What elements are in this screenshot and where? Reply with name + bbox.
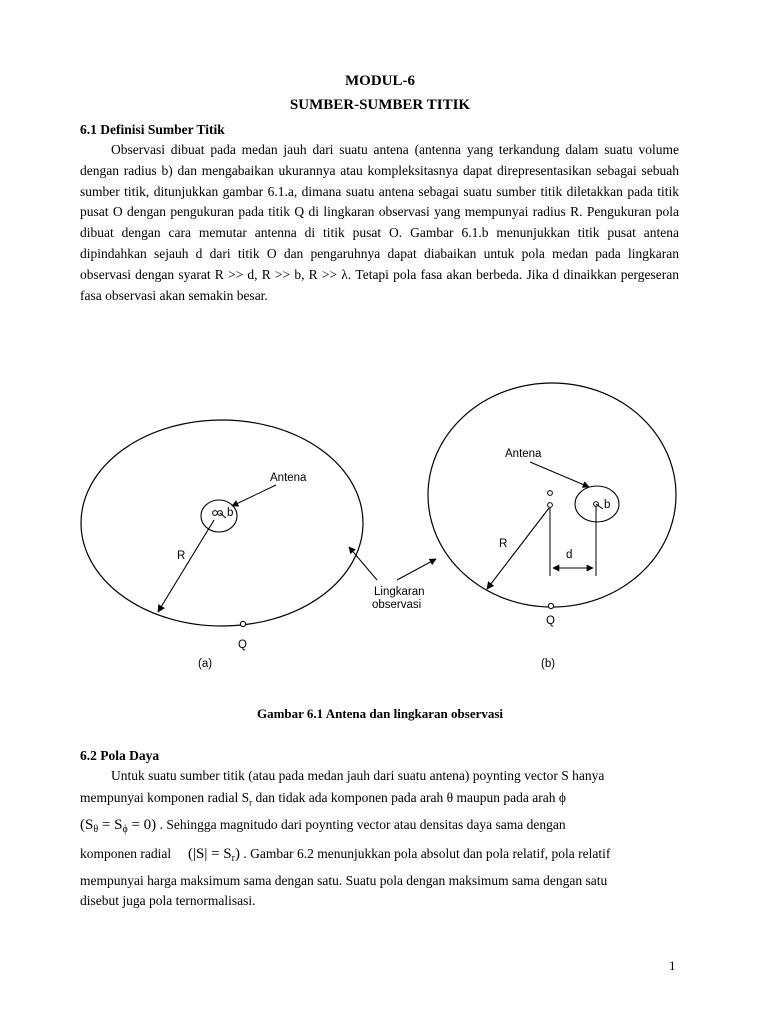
eq1-sub-theta: θ (93, 824, 99, 835)
center-point-O-b (548, 491, 553, 496)
antenna-label-a: Antena (270, 472, 307, 484)
eq1-part-a: (S (80, 817, 94, 833)
figure-caption: Gambar 6.1 Antena dan lingkaran observasi (256, 706, 504, 721)
R-label-a: R (177, 550, 186, 562)
eq2-part-b: ) (234, 846, 240, 862)
point-Q-b (548, 603, 553, 608)
line-2-sub: r (249, 797, 253, 808)
section-2-line-3 (80, 813, 679, 842)
center-point-a (213, 511, 218, 516)
equation-1 (80, 817, 156, 833)
diagram-a (81, 420, 363, 670)
line-2-text-b: dan tidak ada komponen pada arah θ maupun pada arah ϕ (252, 790, 566, 805)
obs-arrow-right (397, 559, 436, 580)
observation-label-line2: observasi (372, 599, 422, 611)
section-1-heading: 6.1 Definisi Sumber Titik (80, 122, 225, 137)
eq1-part-b: = S (98, 817, 123, 833)
antenna-arrow-a (232, 485, 276, 506)
center-point-b (548, 503, 553, 508)
R-arrow-b (487, 508, 549, 589)
section-1-text: Observasi dibuat pada medan jauh dari suatu antena (antenna yang terkandung dalam suatu volume dengan radius b) dan mengabaikan ukurannya atau kompleksitasnya dapat direpresentasikan sebagai sebuah sumber titik, ditunjukkan gambar 6.1.a, dimana suatu antena sebagai suatu sumber titik diletakkan pada titik pusat O dengan pengukuran pada titik Q di lingkaran observasi yang mempunyai radius R. Pengukuran pola dibuat dengan cara memutar antenna di titik pusat O. Gambar 6.1.b menunjukkan titik pusat antena dipindahkan sejauh d dari titik O dan pengaruhnya dapat diabaikan untuk pola medan pada lingkaran observasi dengan syarat R >> d, R >> b, R >> λ. Tetapi pola fasa akan berbeda. Jika d dinaikkan pergeseran fasa observasi akan semakin besar. (80, 142, 679, 303)
line-3-text: . Sehingga magnitudo dari poynting vector atau densitas daya sama dengan (159, 817, 566, 832)
module-subtitle: SUMBER-SUMBER TITIK (289, 97, 471, 113)
section-2-line-4 (80, 842, 679, 871)
point-Q-a (240, 621, 245, 626)
line-2-text-a: mempunyai komponen radial S (80, 790, 250, 805)
line-4-text-a: komponen radial (80, 846, 172, 861)
antenna-label-b: Antena (505, 448, 542, 460)
eq2-part-a: (|S| = S (187, 846, 232, 862)
section-2-line-6: disebut juga pola ternormalisasi. (80, 893, 256, 908)
R-arrow-a (158, 520, 214, 612)
Q-label-b: Q (546, 615, 555, 627)
b-label-b: b (604, 499, 611, 511)
section-1-paragraph (80, 140, 679, 306)
eq1-part-c: = 0) (127, 817, 157, 833)
module-title: MODUL-6 (345, 73, 415, 89)
section-2-line-5: mempunyai harga maksimum sama dengan satu. Suatu pola dengan maksimum sama dengan satu (80, 873, 608, 888)
eq2-sub-r: r (231, 853, 235, 864)
section-2-line-1: Untuk suatu sumber titik (atau pada medan jauh dari suatu antena) poynting vector S hanya (111, 768, 605, 783)
sub-label-a: (a) (198, 658, 213, 670)
sub-label-b: (b) (541, 658, 556, 670)
diagram-b (428, 383, 676, 670)
eq1-sub-phi: ϕ (122, 824, 128, 835)
antenna-arrow-b (530, 462, 589, 487)
equation-2 (188, 846, 240, 862)
observation-circle-a (81, 420, 363, 626)
figure-antenna-observation (0, 380, 768, 690)
page-number: 1 (669, 958, 676, 973)
section-2-heading: 6.2 Pola Daya (80, 748, 160, 763)
R-label-b: R (499, 538, 508, 550)
Q-label-a: Q (238, 639, 247, 651)
observation-label-line1: Lingkaran (374, 586, 425, 598)
line-4-text-b: . Gambar 6.2 menunjukkan pola absolut dan pola relatif, pola relatif (243, 846, 611, 861)
observation-label (349, 547, 436, 611)
section-2-line-2 (80, 788, 679, 813)
b-label-a: b (227, 507, 234, 519)
d-label-b: d (566, 549, 573, 561)
obs-arrow-left (349, 547, 377, 580)
